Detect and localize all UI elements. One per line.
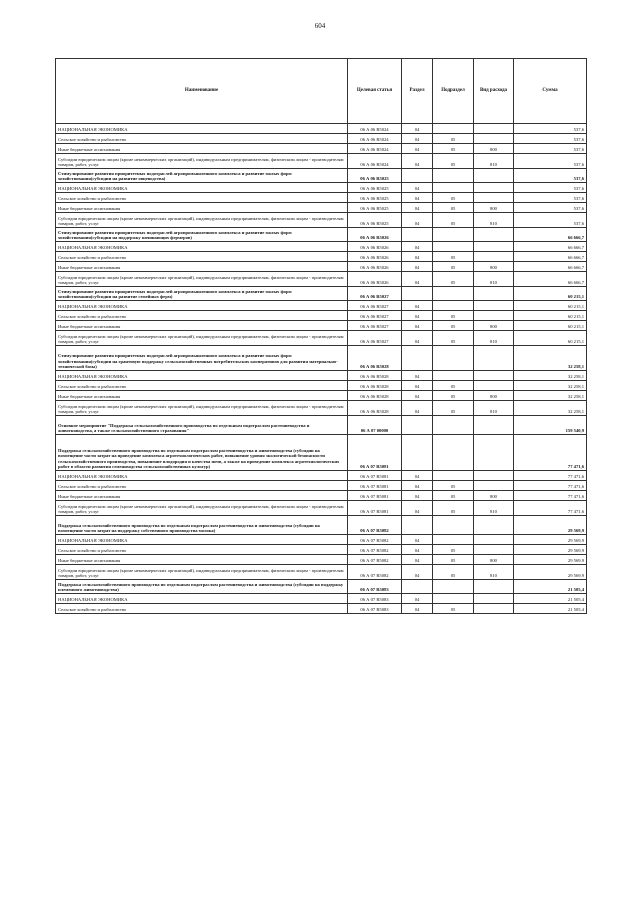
table-row [56, 262, 587, 272]
header-section: Раздел [402, 59, 433, 124]
table-body [56, 124, 587, 614]
header-subsection: Подраздел [433, 59, 474, 124]
cell-target: 06 А 07 R5082 [348, 535, 402, 545]
cell-kind [474, 594, 514, 604]
cell-subsection: 05 [433, 203, 474, 213]
cell-kind [474, 252, 514, 262]
cell-target: 06 А 06 R5027 [348, 301, 402, 311]
table-row [56, 301, 587, 311]
cell-sum: 29 569,9 [514, 555, 587, 565]
cell-name: Субсидии юридическим лицам (кроме некоммерческих организаций), индивидуальным предпринимателям, физическим лицам - производителям товаров, работ, услуг [56, 272, 348, 287]
cell-section: 04 [402, 203, 433, 213]
cell-section: 04 [402, 391, 433, 401]
table-row [56, 154, 587, 169]
cell-sum: 537,6 [514, 134, 587, 144]
cell-name: Стимулирование развития приоритетных подотраслей агропромышленного комплекса и развитие малых форм хозяйствования(субсидии на развитие семейных ферм) [56, 287, 348, 301]
cell-target: 06 А 06 R5026 [348, 252, 402, 262]
cell-section: 04 [402, 471, 433, 481]
cell-target: 06 А 06 R5027 [348, 311, 402, 321]
cell-sum: 29 569,9 [514, 516, 587, 535]
cell-target: 06 А 06 R5028 [348, 381, 402, 391]
cell-sum: 537,6 [514, 213, 587, 228]
table-row [56, 501, 587, 516]
cell-kind: 810 [474, 272, 514, 287]
cell-target: 06 А 07 R5083 [348, 580, 402, 594]
cell-name: Поддержка сельскохозяйственного производства по отдельным подотраслям растениеводства и животноводства (субсидии на возмещение части затрат на поддержку собственного производства молока) [56, 516, 348, 535]
cell-kind: 810 [474, 331, 514, 346]
cell-sum: 29 569,9 [514, 565, 587, 580]
table-row [56, 242, 587, 252]
cell-name: Сельское хозяйство и рыболовство [56, 311, 348, 321]
cell-kind [474, 381, 514, 391]
cell-kind [474, 435, 514, 471]
cell-kind: 810 [474, 154, 514, 169]
cell-kind [474, 516, 514, 535]
cell-subsection [433, 471, 474, 481]
cell-kind [474, 416, 514, 435]
page-number: 604 [314, 22, 326, 30]
cell-subsection: 05 [433, 154, 474, 169]
cell-section: 04 [402, 481, 433, 491]
table-row [56, 580, 587, 594]
cell-kind [474, 193, 514, 203]
cell-section: 04 [402, 301, 433, 311]
cell-name: Субсидии юридическим лицам (кроме некоммерческих организаций), индивидуальным предпринимателям, физическим лицам - производителям товаров, работ, услуг [56, 213, 348, 228]
cell-target: 06 А 06 R5027 [348, 331, 402, 346]
cell-section: 04 [402, 545, 433, 555]
table-row [56, 321, 587, 331]
cell-sum: 537,6 [514, 169, 587, 183]
cell-kind: 800 [474, 391, 514, 401]
cell-target: 06 А 07 R5082 [348, 555, 402, 565]
cell-target: 06 А 06 R5028 [348, 371, 402, 381]
table-row [56, 594, 587, 604]
cell-name: НАЦИОНАЛЬНАЯ ЭКОНОМИКА [56, 471, 348, 481]
table-row [56, 416, 587, 435]
cell-target: 06 А 06 R5028 [348, 401, 402, 416]
cell-sum: 60 215,1 [514, 331, 587, 346]
cell-subsection [433, 516, 474, 535]
cell-kind [474, 301, 514, 311]
cell-sum: 32 258,1 [514, 401, 587, 416]
cell-kind: 810 [474, 213, 514, 228]
table-row [56, 252, 587, 262]
cell-sum: 66 666,7 [514, 252, 587, 262]
cell-section: 04 [402, 252, 433, 262]
cell-kind [474, 169, 514, 183]
cell-kind [474, 481, 514, 491]
cell-section: 04 [402, 491, 433, 501]
cell-kind: 800 [474, 144, 514, 154]
cell-subsection: 05 [433, 272, 474, 287]
cell-kind [474, 228, 514, 242]
cell-kind [474, 545, 514, 555]
cell-target: 06 А 07 R5081 [348, 501, 402, 516]
cell-target: 06 А 06 R5025 [348, 203, 402, 213]
cell-kind: 800 [474, 555, 514, 565]
header-name: Наименование [56, 59, 348, 124]
cell-name: НАЦИОНАЛЬНАЯ ЭКОНОМИКА [56, 371, 348, 381]
cell-subsection: 05 [433, 321, 474, 331]
cell-section: 04 [402, 565, 433, 580]
cell-kind: 810 [474, 401, 514, 416]
cell-subsection: 05 [433, 331, 474, 346]
cell-name: Сельское хозяйство и рыболовство [56, 252, 348, 262]
cell-section [402, 287, 433, 301]
cell-section [402, 228, 433, 242]
cell-sum: 159 540,9 [514, 416, 587, 435]
cell-name: НАЦИОНАЛЬНАЯ ЭКОНОМИКА [56, 594, 348, 604]
table-row [56, 169, 587, 183]
cell-subsection [433, 371, 474, 381]
cell-section: 04 [402, 144, 433, 154]
cell-target: 06 А 07 R5081 [348, 491, 402, 501]
cell-target: 06 А 06 R5027 [348, 321, 402, 331]
cell-section: 04 [402, 594, 433, 604]
cell-name: НАЦИОНАЛЬНАЯ ЭКОНОМИКА [56, 183, 348, 193]
cell-name: Сельское хозяйство и рыболовство [56, 193, 348, 203]
cell-subsection: 05 [433, 252, 474, 262]
header-sum: Сумма [514, 59, 587, 124]
cell-subsection: 05 [433, 134, 474, 144]
table-row [56, 481, 587, 491]
cell-section [402, 346, 433, 371]
table-row [56, 516, 587, 535]
table-row [56, 391, 587, 401]
cell-target: 06 А 06 R5025 [348, 183, 402, 193]
cell-name: Стимулирование развития приоритетных подотраслей агропромышленного комплекса и развитие малых форм хозяйствования(субсидии на развитие овцеводства) [56, 169, 348, 183]
cell-target: 06 А 06 R5028 [348, 391, 402, 401]
cell-subsection [433, 228, 474, 242]
cell-kind: 800 [474, 491, 514, 501]
cell-name: Поддержка сельскохозяйственного производства по отдельным подотраслям растениеводства и животноводства (субсидии на возмещение части затрат на проведение комплекса агротехнологических работ, повышение уровня экологической безопасности сельскохозяйственного производства, повышение плодородия и качества почв, а также на проведение комплекса агротехнологических работ в области развития семеноводства сельскохозяйственных культур) [56, 435, 348, 471]
cell-sum: 66 666,7 [514, 242, 587, 252]
cell-target: 06 А 06 R5028 [348, 346, 402, 371]
cell-name: Иные бюджетные ассигнования [56, 203, 348, 213]
cell-subsection [433, 580, 474, 594]
cell-target: 06 А 07 R5083 [348, 604, 402, 614]
cell-kind: 810 [474, 565, 514, 580]
cell-section: 04 [402, 262, 433, 272]
cell-name: Иные бюджетные ассигнования [56, 262, 348, 272]
cell-subsection [433, 287, 474, 301]
cell-name: Сельское хозяйство и рыболовство [56, 545, 348, 555]
cell-section: 04 [402, 193, 433, 203]
cell-kind [474, 134, 514, 144]
cell-name: Субсидии юридическим лицам (кроме некоммерческих организаций), индивидуальным предпринимателям, физическим лицам - производителям товаров, работ, услуг [56, 501, 348, 516]
cell-sum: 32 258,1 [514, 391, 587, 401]
cell-target: 06 А 06 R5026 [348, 242, 402, 252]
cell-kind: 810 [474, 501, 514, 516]
cell-name: НАЦИОНАЛЬНАЯ ЭКОНОМИКА [56, 124, 348, 134]
cell-name: Субсидии юридическим лицам (кроме некоммерческих организаций), индивидуальным предпринимателям, физическим лицам - производителям товаров, работ, услуг [56, 565, 348, 580]
cell-section: 04 [402, 272, 433, 287]
table-row [56, 565, 587, 580]
cell-name: Субсидии юридическим лицам (кроме некоммерческих организаций), индивидуальным предпринимателям, физическим лицам - производителям товаров, работ, услуг [56, 154, 348, 169]
table-row [56, 287, 587, 301]
cell-kind: 800 [474, 262, 514, 272]
cell-sum: 77 471,6 [514, 491, 587, 501]
cell-name: Поддержка сельскохозяйственного производства по отдельным подотраслям растениеводства и животноводства (субсидии на поддержку племенного животноводства) [56, 580, 348, 594]
cell-subsection [433, 242, 474, 252]
cell-sum: 537,6 [514, 124, 587, 134]
cell-sum: 60 215,1 [514, 311, 587, 321]
cell-kind [474, 287, 514, 301]
cell-section: 04 [402, 555, 433, 565]
table-row [56, 228, 587, 242]
cell-subsection: 05 [433, 262, 474, 272]
cell-target: 06 А 06 R5027 [348, 287, 402, 301]
table-row [56, 555, 587, 565]
cell-subsection [433, 594, 474, 604]
table-row [56, 471, 587, 481]
cell-target: 06 А 06 R5026 [348, 262, 402, 272]
cell-target: 06 А 06 R5024 [348, 134, 402, 144]
cell-sum: 21 505,4 [514, 594, 587, 604]
table-row [56, 401, 587, 416]
cell-name: Иные бюджетные ассигнования [56, 321, 348, 331]
cell-section [402, 516, 433, 535]
cell-sum: 77 471,6 [514, 435, 587, 471]
table-row [56, 203, 587, 213]
table-row [56, 272, 587, 287]
cell-name: Сельское хозяйство и рыболовство [56, 381, 348, 391]
cell-subsection: 05 [433, 391, 474, 401]
cell-target: 06 А 06 R5026 [348, 228, 402, 242]
cell-kind [474, 183, 514, 193]
cell-target: 06 А 07 R5081 [348, 471, 402, 481]
cell-name: Иные бюджетные ассигнования [56, 555, 348, 565]
cell-sum: 77 471,6 [514, 501, 587, 516]
cell-subsection: 05 [433, 193, 474, 203]
cell-subsection: 05 [433, 555, 474, 565]
cell-target: 06 А 06 R5024 [348, 124, 402, 134]
cell-name: Иные бюджетные ассигнования [56, 144, 348, 154]
cell-kind [474, 242, 514, 252]
table-row [56, 183, 587, 193]
cell-name: Основное мероприятие "Поддержка сельскохозяйственного производства по отдельным подотраслям растениеводства и животноводства, а также сельскохозяйственного страхования" [56, 416, 348, 435]
cell-name: Стимулирование развития приоритетных подотраслей агропромышленного комплекса и развитие малых форм хозяйствования(субсидии на грантовую поддержку сельскохозяйственных потребительских кооперативов для развития материально-технической базы) [56, 346, 348, 371]
cell-name: Сельское хозяйство и рыболовство [56, 134, 348, 144]
table-row [56, 545, 587, 555]
cell-target: 06 А 07 R5081 [348, 481, 402, 491]
cell-section: 04 [402, 501, 433, 516]
cell-section: 04 [402, 371, 433, 381]
cell-sum: 66 666,7 [514, 228, 587, 242]
cell-sum: 29 569,9 [514, 535, 587, 545]
cell-subsection: 05 [433, 565, 474, 580]
cell-section: 04 [402, 134, 433, 144]
table-row [56, 435, 587, 471]
cell-name: Субсидии юридическим лицам (кроме некоммерческих организаций), индивидуальным предпринимателям, физическим лицам - производителям товаров, работ, услуг [56, 401, 348, 416]
cell-sum: 66 666,7 [514, 262, 587, 272]
cell-section: 04 [402, 311, 433, 321]
table-row [56, 213, 587, 228]
cell-kind [474, 604, 514, 614]
cell-name: НАЦИОНАЛЬНАЯ ЭКОНОМИКА [56, 535, 348, 545]
cell-subsection: 05 [433, 545, 474, 555]
cell-kind: 800 [474, 203, 514, 213]
cell-subsection: 05 [433, 144, 474, 154]
cell-subsection: 05 [433, 213, 474, 228]
cell-subsection [433, 169, 474, 183]
cell-sum: 77 471,6 [514, 471, 587, 481]
cell-name: Сельское хозяйство и рыболовство [56, 604, 348, 614]
cell-subsection: 05 [433, 381, 474, 391]
cell-section: 04 [402, 213, 433, 228]
cell-sum: 21 505,4 [514, 604, 587, 614]
cell-target: 06 А 06 R5024 [348, 144, 402, 154]
cell-name: Сельское хозяйство и рыболовство [56, 481, 348, 491]
cell-subsection: 05 [433, 604, 474, 614]
cell-kind [474, 535, 514, 545]
cell-subsection [433, 301, 474, 311]
cell-subsection [433, 435, 474, 471]
table-row [56, 535, 587, 545]
table-row [56, 134, 587, 144]
cell-subsection: 05 [433, 501, 474, 516]
cell-subsection: 05 [433, 401, 474, 416]
cell-name: Субсидии юридическим лицам (кроме некоммерческих организаций), индивидуальным предпринимателям, физическим лицам - производителям товаров, работ, услуг [56, 331, 348, 346]
cell-target: 06 А 06 R5024 [348, 154, 402, 169]
cell-section: 04 [402, 321, 433, 331]
cell-target: 06 А 06 R5025 [348, 169, 402, 183]
header-target: Целевая статья [348, 59, 402, 124]
cell-sum: 60 215,1 [514, 287, 587, 301]
cell-kind [474, 124, 514, 134]
cell-section [402, 169, 433, 183]
cell-kind [474, 471, 514, 481]
cell-section: 04 [402, 242, 433, 252]
cell-subsection: 05 [433, 481, 474, 491]
cell-name: Стимулирование развития приоритетных подотраслей агропромышленного комплекса и развитие малых форм хозяйствования(субсидии на поддержку начинающих фермеров) [56, 228, 348, 242]
table-header-row [56, 59, 587, 124]
cell-kind [474, 346, 514, 371]
table-row [56, 331, 587, 346]
cell-target: 06 А 07 R5081 [348, 435, 402, 471]
cell-section [402, 416, 433, 435]
cell-sum: 29 569,9 [514, 545, 587, 555]
cell-sum: 32 258,1 [514, 371, 587, 381]
cell-name: НАЦИОНАЛЬНАЯ ЭКОНОМИКА [56, 301, 348, 311]
table-row [56, 371, 587, 381]
cell-sum: 66 666,7 [514, 272, 587, 287]
cell-section: 04 [402, 381, 433, 391]
table-row [56, 346, 587, 371]
cell-sum: 60 215,1 [514, 321, 587, 331]
cell-section: 04 [402, 604, 433, 614]
table-row [56, 311, 587, 321]
cell-kind [474, 311, 514, 321]
cell-section [402, 435, 433, 471]
cell-target: 06 А 07 R5082 [348, 545, 402, 555]
cell-sum: 537,6 [514, 183, 587, 193]
cell-section: 04 [402, 401, 433, 416]
cell-section: 04 [402, 124, 433, 134]
cell-section: 04 [402, 154, 433, 169]
cell-target: 06 А 07 R5082 [348, 516, 402, 535]
cell-sum: 21 505,4 [514, 580, 587, 594]
cell-target: 06 А 07 R5082 [348, 565, 402, 580]
cell-kind: 800 [474, 321, 514, 331]
cell-target: 06 А 06 R5025 [348, 193, 402, 203]
cell-sum: 32 258,1 [514, 381, 587, 391]
cell-subsection [433, 124, 474, 134]
cell-subsection [433, 535, 474, 545]
budget-table [55, 58, 587, 614]
cell-sum: 537,6 [514, 193, 587, 203]
cell-name: НАЦИОНАЛЬНАЯ ЭКОНОМИКА [56, 242, 348, 252]
cell-target: 06 А 06 R5026 [348, 272, 402, 287]
cell-subsection [433, 416, 474, 435]
cell-kind [474, 371, 514, 381]
cell-section: 04 [402, 535, 433, 545]
table-row [56, 193, 587, 203]
cell-subsection: 05 [433, 311, 474, 321]
cell-sum: 537,6 [514, 154, 587, 169]
cell-section: 04 [402, 331, 433, 346]
cell-section [402, 580, 433, 594]
table-row [56, 381, 587, 391]
cell-section: 04 [402, 183, 433, 193]
cell-subsection [433, 183, 474, 193]
cell-target: 06 А 07 00000 [348, 416, 402, 435]
table-row [56, 144, 587, 154]
cell-sum: 537,6 [514, 203, 587, 213]
cell-target: 06 А 06 R5025 [348, 213, 402, 228]
table-row [56, 124, 587, 134]
cell-sum: 60 215,1 [514, 301, 587, 311]
cell-subsection [433, 346, 474, 371]
table-row [56, 491, 587, 501]
cell-name: Иные бюджетные ассигнования [56, 391, 348, 401]
table-row [56, 604, 587, 614]
cell-sum: 537,6 [514, 144, 587, 154]
header-kind: Вид расхода [474, 59, 514, 124]
cell-kind [474, 580, 514, 594]
cell-subsection: 05 [433, 491, 474, 501]
cell-sum: 32 258,1 [514, 346, 587, 371]
cell-target: 06 А 07 R5083 [348, 594, 402, 604]
cell-name: Иные бюджетные ассигнования [56, 491, 348, 501]
cell-sum: 77 471,6 [514, 481, 587, 491]
